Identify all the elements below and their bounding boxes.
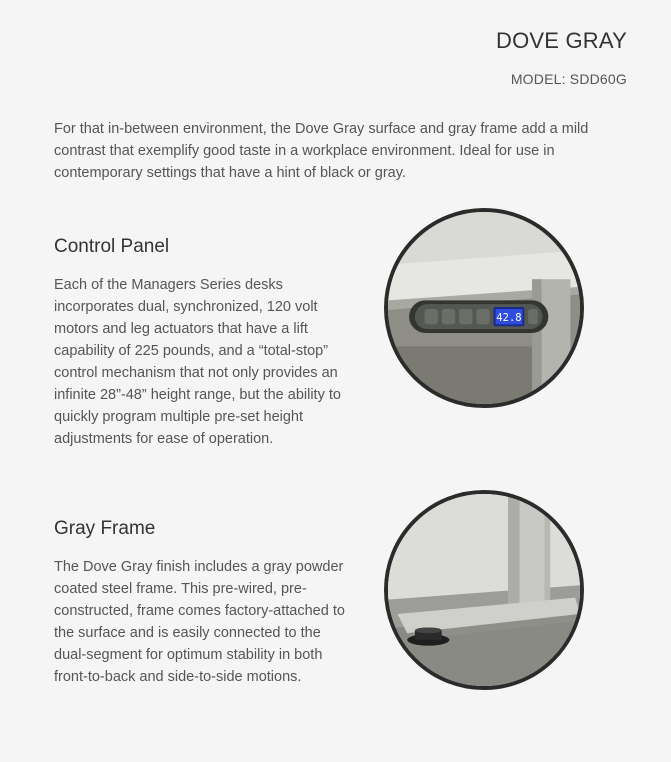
gray-frame-description: The Dove Gray finish includes a gray powder coated steel frame. This pre-wired, pre-constructed, frame comes factory-attached to the surface and is easily connected to the dual-segment for optimum stability in both front-to-back and side-to-side motions. bbox=[54, 559, 345, 685]
height-display-reading: 42.8 bbox=[496, 311, 522, 324]
product-title: DOVE GRAY bbox=[496, 28, 627, 53]
control-panel-description: Each of the Managers Series desks incorporates dual, synchronized, 120 volt motors and leg actuators that have a lift capability of 225 pounds, and a “total-stop” control mechanism that not only provides an infinite 28”-48” height range, but the ability to quickly program multiple pre-set height adjustments for ease of operation. bbox=[54, 277, 341, 447]
intro-paragraph: For that in-between environment, the Dove Gray surface and gray frame add a mild contrast that exemplify good taste in a workplace environment. Ideal for use in contemporary settings that have a hint of black or gray. bbox=[54, 121, 589, 181]
gray-frame-illustration bbox=[388, 494, 580, 686]
control-panel-illustration bbox=[388, 212, 580, 404]
gray-frame-image bbox=[384, 490, 584, 690]
control-panel-image bbox=[384, 208, 584, 408]
gray-frame-heading: Gray Frame bbox=[54, 518, 156, 539]
control-panel-heading: Control Panel bbox=[54, 236, 170, 257]
model-number: MODEL: SDD60G bbox=[510, 71, 627, 87]
